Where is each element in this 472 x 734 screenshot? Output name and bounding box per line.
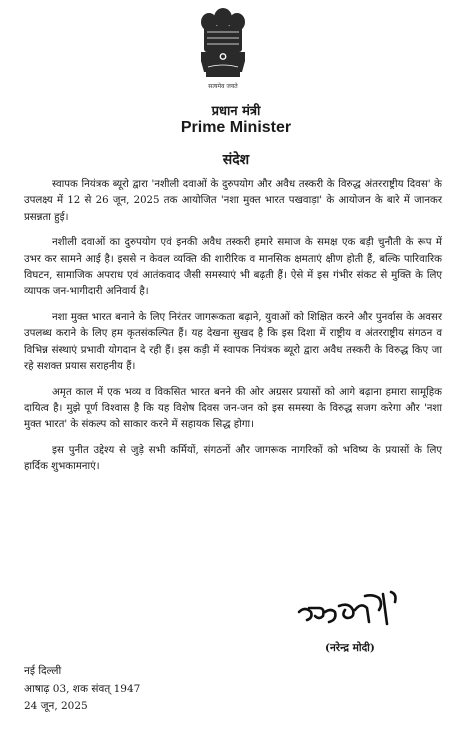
place: नई दिल्ली — [24, 665, 62, 677]
title-hindi: प्रधान मंत्री — [211, 104, 261, 119]
national-emblem-icon — [197, 6, 249, 86]
saka-date: आषाढ़ 03, शक संवत् 1947 — [24, 682, 141, 695]
paragraph: अमृत काल में एक भव्य व विकसित भारत बनने की ओर अग्रसर प्रयासों को आगे बढ़ाना हमारा सामूहिक दायित्व है। मुझे पूर्ण विश्वास है कि यह विशेष दिवस जन-जन को इस समस्या के विरुद्ध सजग करेगा और 'नशा मुक्त भारत' के संकल्प को साकार करने में सहायक सिद्ध होगा। — [24, 386, 442, 431]
paragraph: इस पुनीत उद्देश्य से जुड़े सभी कर्मियों, संगठनों और जागरूक नागरिकों को भविष्य के प्रयासों के लिए हार्दिक शुभकामनाएं। — [24, 445, 442, 473]
paragraph: नशा मुक्त भारत बनाने के लिए निरंतर जागरूकता बढ़ाने, युवाओं को शिक्षित करने और पुनर्वास के अवसर उपलब्ध कराने के लिए हम कृतसंकल्पित हैं। यह देखना सुखद है कि इस दिशा में राष्ट्रीय व अंतरराष्ट्रीय संगठन व विभिन्न संस्थाएं प्रभावी योगदान दे रही हैं। इस कड़ी में स्वापक नियंत्रक ब्यूरो द्वारा अवैध तस्करी के विरुद्ध किए जा रहे सशक्त प्रयास सराहनीय हैं। — [24, 312, 442, 372]
paragraph: नशीली दवाओं का दुरुपयोग एवं इनकी अवैध तस्करी हमारे समाज के समक्ष एक बड़ी चुनौती के रूप में उभर कर सामने आई है। इससे न केवल व्यक्ति की शारीरिक व मानसिक क्षमताएं क्षीण होती हैं, बल्कि पारिवारिक विघटन, सामाजिक अपराध एवं आतंकवाद जैसी समस्याएं भी बढ़ती हैं। ऐसे में इस गंभीर संकट से मुक्ति के लिए व्यापक जन-भागीदारी अनिवार्य है। — [24, 237, 442, 298]
signatory-name: (नरेन्द्र मोदी) — [325, 642, 375, 654]
paragraph: स्वापक नियंत्रक ब्यूरो द्वारा 'नशीली दवाओं के दुरुपयोग और अवैध तस्करी के विरुद्ध अंतरराष्ट्रीय दिवस' के उपलक्ष्य में 12 से 26 जून, 2025 तक आयोजित 'नशा मुक्त भारत पखवाड़ा' के आयोजन के बारे में जानकर प्रसन्नता हुई। — [24, 179, 442, 223]
letter-heading: संदेश — [222, 152, 250, 168]
gregorian-date: 24 जून, 2025 — [24, 700, 88, 712]
letter-body — [24, 177, 442, 485]
place-and-date — [24, 663, 140, 716]
title-english: Prime Minister — [180, 119, 292, 136]
emblem-motto: सत्यमेव जयते — [208, 83, 238, 90]
handwritten-signature — [295, 586, 415, 632]
